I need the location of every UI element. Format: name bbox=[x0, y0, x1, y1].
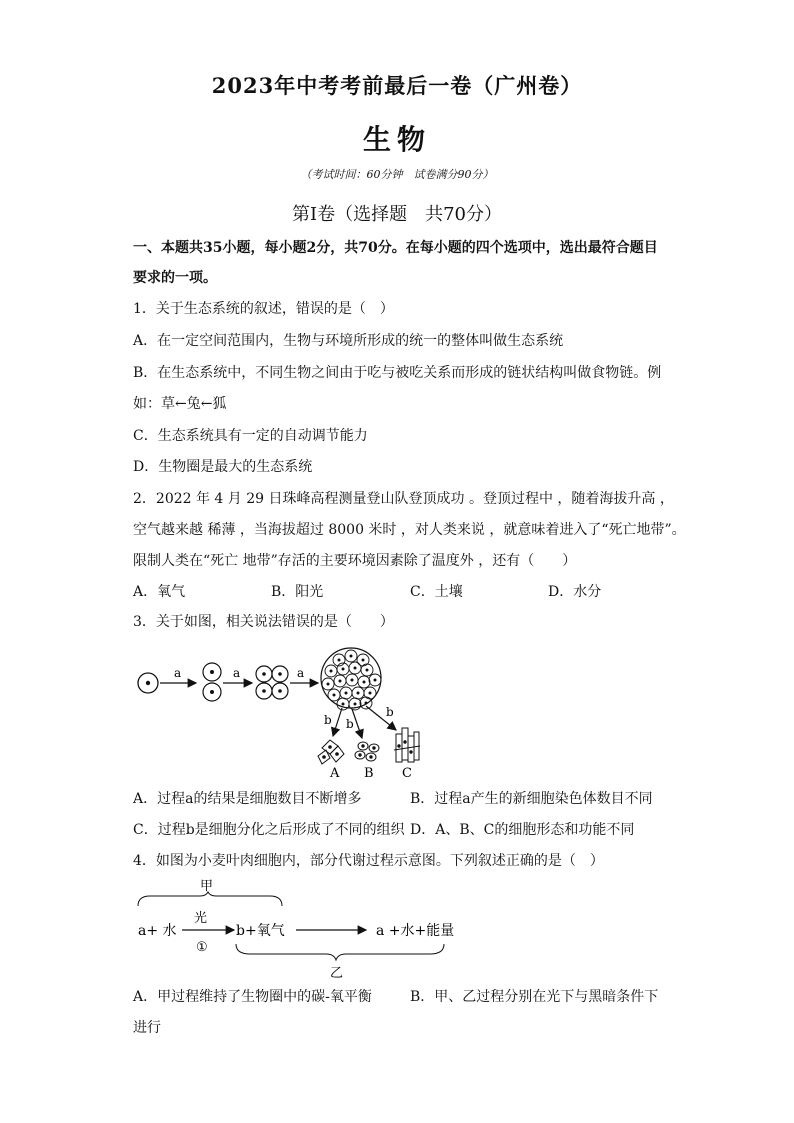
tissue-label-c: C bbox=[402, 766, 412, 781]
section-heading: 第Ⅰ卷（选择题 共70分） bbox=[291, 204, 502, 225]
light-label: 光 bbox=[194, 911, 208, 926]
q2-option-a: A．氧气 bbox=[133, 584, 186, 600]
q2-stem-line2: 空气越来越 稀薄 ，当海拔超过 8000 米时 ，对人类来说 ，就意味着进入了“死亡地带”。 bbox=[133, 522, 686, 538]
process-b-label-1: b bbox=[324, 713, 332, 727]
exam-info: （考试时间：60分钟 试卷满分90分） bbox=[300, 168, 494, 181]
process-a-label-1: a bbox=[174, 666, 182, 680]
q3-option-d: D．A、B、C的细胞形态和功能不同 bbox=[410, 822, 635, 838]
q1-stem: 1．关于生态系统的叙述，错误的是（ ） bbox=[133, 301, 394, 317]
process-a-label-3: a bbox=[297, 666, 305, 680]
process-b-label-3: b bbox=[386, 705, 394, 719]
q3-stem: 3．关于如图，相关说法错误的是（ ） bbox=[133, 614, 394, 630]
cell-cluster bbox=[321, 648, 381, 710]
cell-division-diagram bbox=[130, 638, 430, 788]
process-b-label-2: b bbox=[346, 717, 354, 731]
process-jia-label: 甲 bbox=[200, 879, 214, 894]
tissue-a bbox=[318, 740, 344, 764]
process-a-label-2: a bbox=[233, 666, 241, 680]
tissue-c bbox=[394, 728, 420, 762]
process-yi-label: 乙 bbox=[330, 966, 344, 981]
q3-option-a: A．过程a的结果是细胞数目不断增多 bbox=[133, 791, 362, 807]
products-right: a +水+能量 bbox=[376, 923, 455, 939]
reactants-left: a+ 水 bbox=[138, 923, 177, 939]
q1-option-d: D．生物圈是最大的生态系统 bbox=[133, 459, 313, 475]
four-cells bbox=[256, 666, 288, 699]
instructions-line-2: 要求的一项。 bbox=[133, 270, 217, 286]
exam-title: 2023年中考考前最后一卷（广州卷） bbox=[211, 73, 583, 98]
subject-title: 生物 bbox=[362, 123, 431, 156]
q2-stem-line3: 限制人类在“死亡 地带”存活的主要环境因素除了温度外 ，还有（ ） bbox=[133, 553, 577, 569]
arrow-b-1 bbox=[333, 708, 342, 736]
yi-brace bbox=[236, 944, 444, 960]
q1-option-b-line1: B．在生态系统中，不同生物之间由于吃与被吃关系而形成的链状结构叫做食物链。例 bbox=[133, 365, 662, 381]
q4-option-b-line1: B．甲、乙过程分别在光下与黑暗条件下 bbox=[410, 989, 659, 1005]
q4-option-b-line2: 进行 bbox=[133, 1020, 161, 1036]
q2-option-d: D．水分 bbox=[548, 584, 602, 600]
single-cell bbox=[138, 673, 158, 693]
metabolism-diagram bbox=[130, 874, 470, 982]
q1-option-c: C．生态系统具有一定的自动调节能力 bbox=[133, 428, 368, 444]
tissue-label-b: B bbox=[364, 766, 374, 781]
q4-stem: 4．如图为小麦叶肉细胞内，部分代谢过程示意图。下列叙述正确的是（ ） bbox=[133, 853, 604, 869]
q2-stem-line1: 2．2022 年 4 月 29 日珠峰高程测量登山队登顶成功 。登顶过程中 ，随着海拔升高 ， bbox=[133, 491, 674, 507]
step-label: ① bbox=[196, 940, 208, 955]
q3-option-c: C．过程b是细胞分化之后形成了不同的组织 bbox=[133, 822, 405, 838]
q3-option-b: B．过程a产生的新细胞染色体数目不同 bbox=[410, 791, 653, 807]
tissue-label-a: A bbox=[330, 766, 340, 781]
q4-option-a: A．甲过程维持了生物圈中的碳-氧平衡 bbox=[133, 989, 372, 1005]
products-middle: b+氧气 bbox=[236, 923, 285, 939]
instructions-line-1: 一、本题共35小题，每小题2分，共70分。在每小题的四个选项中，选出最符合题目 bbox=[133, 240, 658, 256]
q2-option-c: C．土壤 bbox=[410, 584, 463, 600]
tissue-b bbox=[355, 742, 379, 761]
q2-option-b: B．阳光 bbox=[271, 584, 324, 600]
q1-option-a: A．在一定空间范围内，生物与环境所形成的统一的整体叫做生态系统 bbox=[133, 333, 564, 349]
two-cells bbox=[203, 663, 221, 701]
q1-option-b-line2: 如：草←兔←狐 bbox=[133, 396, 227, 412]
jia-brace bbox=[138, 892, 282, 906]
